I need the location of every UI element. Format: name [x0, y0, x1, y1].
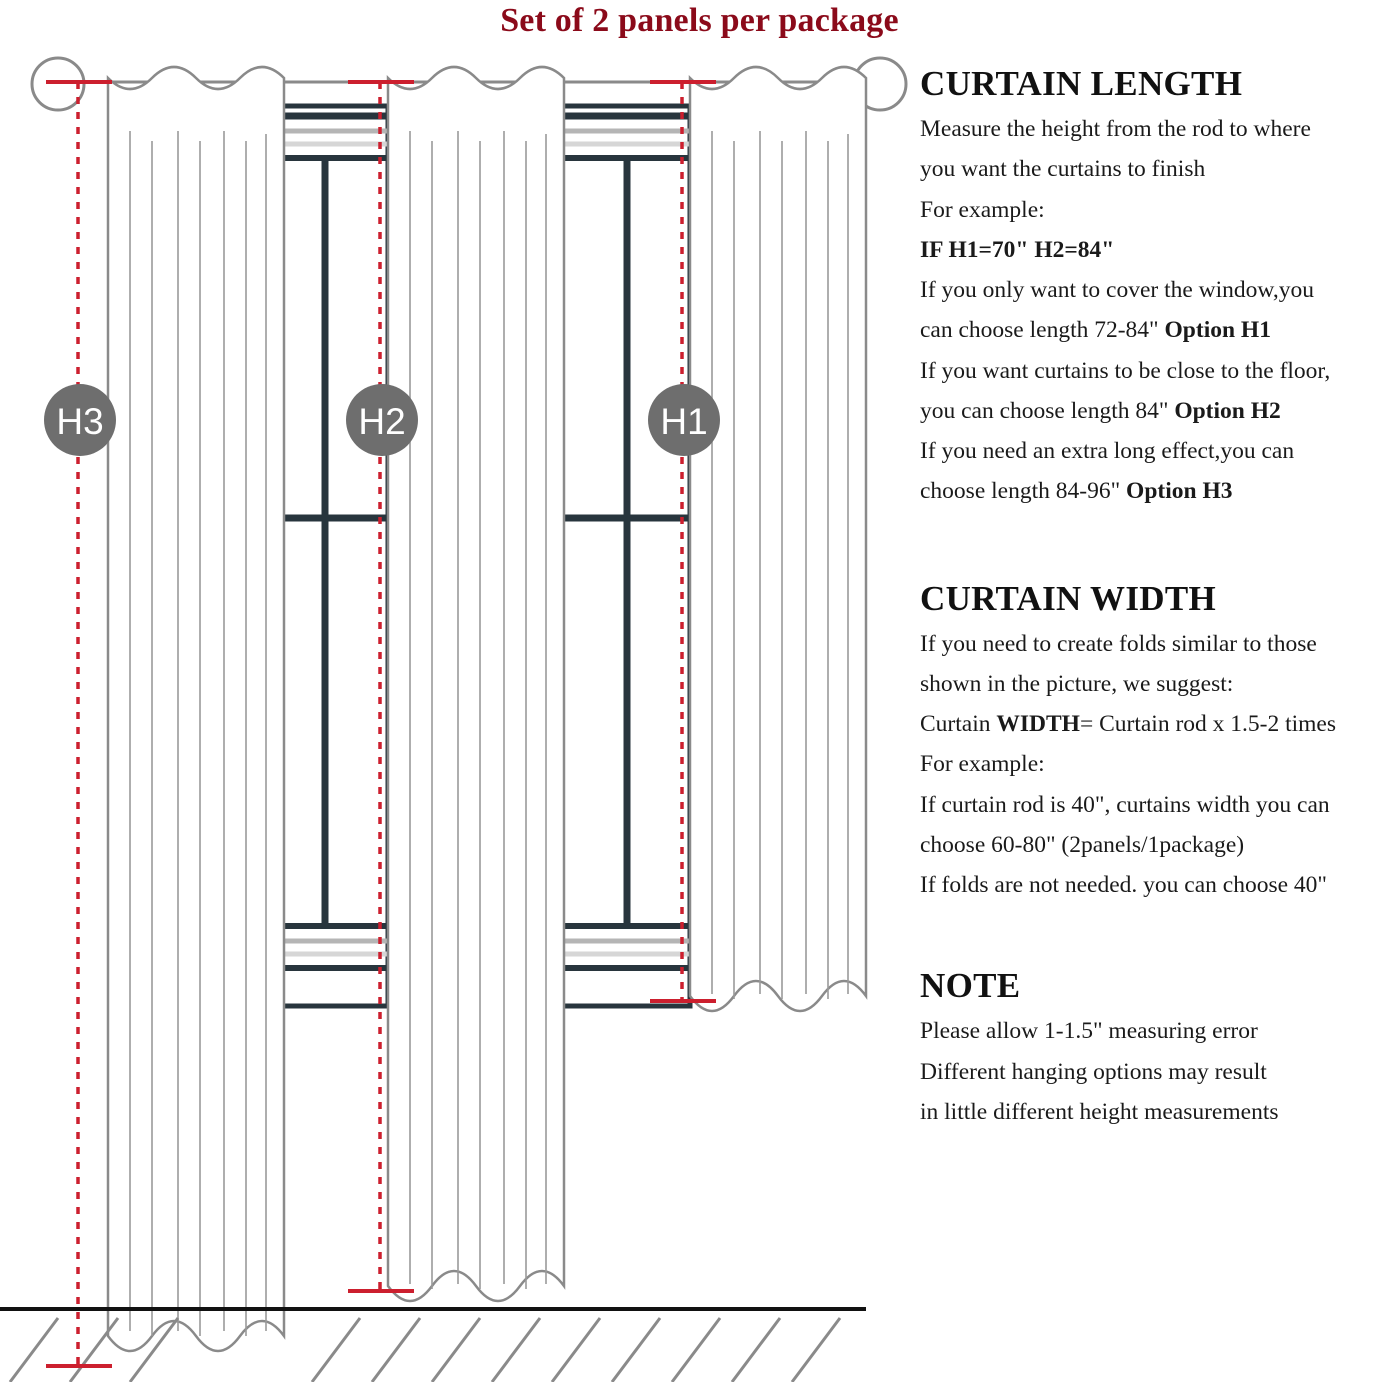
section-body-curtain-length	[920, 114, 1395, 508]
length-line-4: IF H1=70" H2=84"	[920, 236, 1115, 263]
length-line-7: If you want curtains to be close to the floor,	[920, 357, 1331, 384]
diagram-svg	[0, 46, 915, 1382]
note-line-1: Please allow 1-1.5" measuring error	[920, 1018, 1258, 1045]
width-line-3-a: Curtain	[920, 711, 997, 737]
option-h1-label: Option H1	[1164, 317, 1271, 344]
length-line-9: If you need an extra long effect,you can	[920, 438, 1295, 464]
label-bubble-h3	[44, 384, 116, 456]
curtain-panel-short	[690, 67, 866, 1011]
option-h2-label: Option H2	[1174, 397, 1281, 424]
label-bubble-h2	[346, 384, 418, 456]
length-line-2: you want the curtains to finish	[920, 156, 1206, 183]
option-h3-label: Option H3	[1126, 478, 1233, 505]
length-line-3: For example:	[920, 196, 1045, 223]
width-line-2: shown in the picture, we suggest:	[920, 670, 1234, 697]
curtain-measurement-diagram	[0, 46, 915, 1382]
length-line-8	[920, 396, 1395, 427]
section-body-note	[920, 1016, 1395, 1128]
curtain-panel-mid	[388, 67, 564, 1301]
label-h1: H1	[660, 401, 708, 442]
width-keyword: WIDTH	[996, 711, 1080, 737]
width-line-6: choose 60-80" (2panels/1package)	[920, 831, 1245, 858]
label-h2: H2	[358, 401, 406, 442]
length-line-1: Measure the height from the rod to where	[920, 116, 1311, 142]
measure-line-h3	[46, 82, 112, 1366]
width-line-5: If curtain rod is 40", curtains width you can	[920, 791, 1330, 818]
section-body-curtain-width	[920, 629, 1395, 902]
label-h3: H3	[56, 401, 104, 442]
label-bubble-h1	[648, 384, 720, 456]
section-title-curtain-length: CURTAIN LENGTH	[920, 64, 1243, 103]
length-line-5: If you only want to cover the window,you	[920, 277, 1314, 303]
note-line-2: Different hanging options may result	[920, 1058, 1267, 1085]
curtain-panel-long	[108, 67, 284, 1351]
width-line-4: For example:	[920, 751, 1045, 778]
width-line-3-b: = Curtain rod x 1.5-2 times	[1079, 711, 1337, 737]
note-line-3: in little different height measurements	[920, 1098, 1279, 1125]
page-headline: Set of 2 panels per package	[500, 2, 899, 39]
length-line-6-text: can choose length 72-84"	[920, 317, 1165, 344]
width-line-7: If folds are not needed. you can choose 40"	[920, 872, 1327, 898]
spacer-1	[920, 517, 1395, 579]
length-line-8-text: you can choose length 84"	[920, 397, 1175, 424]
section-title-note: NOTE	[920, 966, 1021, 1006]
width-line-3	[920, 709, 1395, 740]
length-line-6	[920, 315, 1395, 346]
section-title-curtain-width: CURTAIN WIDTH	[920, 578, 1216, 618]
length-line-10	[920, 476, 1395, 507]
width-line-1: If you need to create folds similar to those	[920, 630, 1317, 657]
instructions-column	[920, 64, 1395, 1382]
length-line-10-text: choose length 84-96"	[920, 478, 1127, 505]
spacer-2	[920, 910, 1395, 966]
